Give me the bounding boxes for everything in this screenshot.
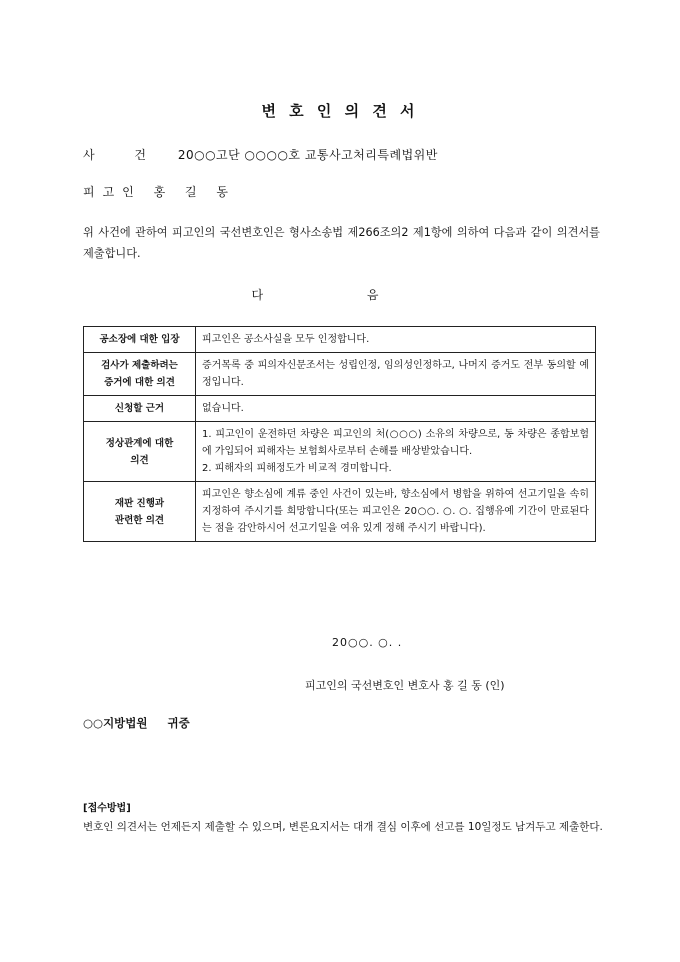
- document-title: 변 호 인 의 견 서: [261, 102, 419, 120]
- row-content: [196, 422, 596, 482]
- court-addressee: [83, 715, 190, 731]
- receipt-title: [접수방법]: [83, 803, 131, 814]
- table-row: [84, 353, 596, 396]
- row-header-line: 검사가 제출하려는: [101, 360, 178, 371]
- case-label: 사 건: [83, 148, 164, 162]
- row-header: [84, 396, 196, 422]
- opinion-table: [83, 326, 596, 542]
- row-content: [196, 396, 596, 422]
- row-content-text: 피고인은 공소사실을 모두 인정합니다.: [202, 334, 370, 345]
- row-header-line: 의견: [130, 454, 149, 466]
- table-row: [84, 482, 596, 542]
- row-header: [84, 327, 196, 353]
- signature-line: 피고인의 국선변호인 변호사 홍 길 동 (인): [305, 679, 505, 692]
- case-line: [83, 146, 438, 163]
- row-header-line: 증거에 대한 의견: [104, 377, 175, 388]
- row-header-line: 정상관계에 대한: [105, 437, 174, 449]
- row-header-line: 관련한 의견: [114, 514, 165, 526]
- case-value: 20○○고단 ○○○○호 교통사고처리특례법위반: [177, 148, 438, 162]
- row-content: [196, 482, 596, 542]
- row-header: [84, 353, 196, 396]
- court-name: ○○지방법원: [83, 716, 148, 730]
- row-header-line: 재판 진행과: [114, 497, 165, 509]
- section-heading: 다 음: [251, 288, 429, 302]
- row-header: [84, 422, 196, 482]
- row-content-text: 피고인은 향소심에 계류 중인 사건이 있는바, 향소심에서 병합을 위하여 선고기일을 속히 지정하여 주시기를 희망합니다(또는 피고인은 20○○. ○. ○. 집행유예 기간이 만료된다는 점을 감안하시어 선고기일을 여유 있게 정해 주시기 바랍니다).: [202, 489, 589, 534]
- row-content-item: 2. 피해자의 피해정도가 비교적 경미합니다.: [202, 463, 392, 474]
- document-date: 20○○. ○. .: [332, 636, 403, 649]
- table-row: [84, 422, 596, 482]
- intro-paragraph: 위 사건에 관하여 피고인의 국선변호인은 형사소송법 제266조의2 제1항에 의하여 다음과 같이 의견서를 제출합니다.: [83, 226, 600, 260]
- court-suffix: 귀중: [167, 716, 190, 730]
- table-row: [84, 327, 596, 353]
- row-content-item: 1. 피고인이 운전하던 차량은 피고인의 처(○○○) 소유의 차량으로, 동 차량은 종합보험에 가입되어 피해자는 보험회사로부터 손해를 배상받았습니다.: [202, 429, 589, 457]
- defendant-line: 피고인 홍 길 동: [83, 185, 236, 199]
- row-header-text: 공소장에 대한 입장: [99, 334, 180, 345]
- row-content-text: 증거목록 중 피의자신문조서는 성립인정, 임의성인정하고, 나머지 증거도 전부 동의할 예정입니다.: [202, 360, 589, 388]
- receipt-text: 변호인 의견서는 언제든지 제출할 수 있으며, 변론요지서는 대개 결심 이후에 선고를 10일정도 남겨두고 제출한다.: [83, 821, 603, 833]
- table-row: [84, 396, 596, 422]
- row-content-text: 없습니다.: [202, 403, 244, 414]
- row-content: [196, 327, 596, 353]
- row-content: [196, 353, 596, 396]
- row-header-text: 신청할 근거: [114, 403, 165, 414]
- row-header: [84, 482, 196, 542]
